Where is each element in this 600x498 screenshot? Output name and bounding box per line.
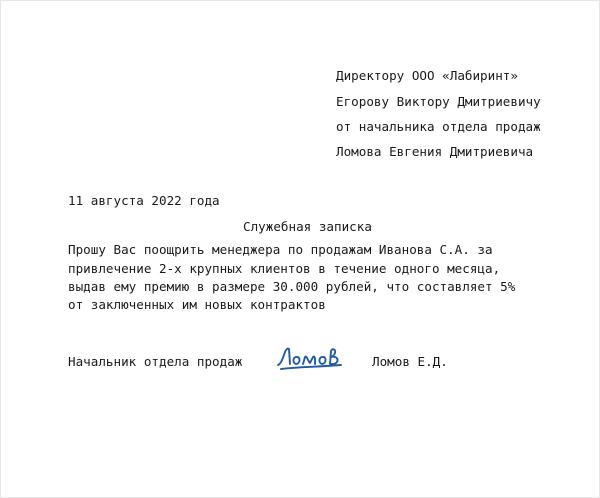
addressee-line-1: Директору ООО «Лабиринт» [336, 68, 518, 83]
signer-position: Начальник отдела продаж [68, 354, 243, 369]
body-line-3: выдав ему премию в размере 30.000 рублей, что составляет 5% [68, 279, 516, 294]
document-title: Служебная записка [243, 219, 372, 234]
body-line-2: привлечение 2-х крупных клиентов в течение одного месяца, [68, 261, 501, 276]
body-line-1: Прошу Вас поощрить менеджера по продажам Иванова С.А. за [68, 242, 493, 257]
handwritten-signature [275, 340, 345, 374]
addressee-line-3: от начальника отдела продаж [336, 119, 541, 134]
addressee-line-2: Егорову Виктору Дмитриевичу [336, 94, 541, 109]
document-date: 11 августа 2022 года [68, 193, 220, 208]
addressee-line-4: Ломова Евгения Дмитриевича [336, 144, 534, 159]
signer-name: Ломов Е.Д. [372, 354, 448, 369]
body-line-4: от заключенных им новых контрактов [68, 297, 326, 312]
